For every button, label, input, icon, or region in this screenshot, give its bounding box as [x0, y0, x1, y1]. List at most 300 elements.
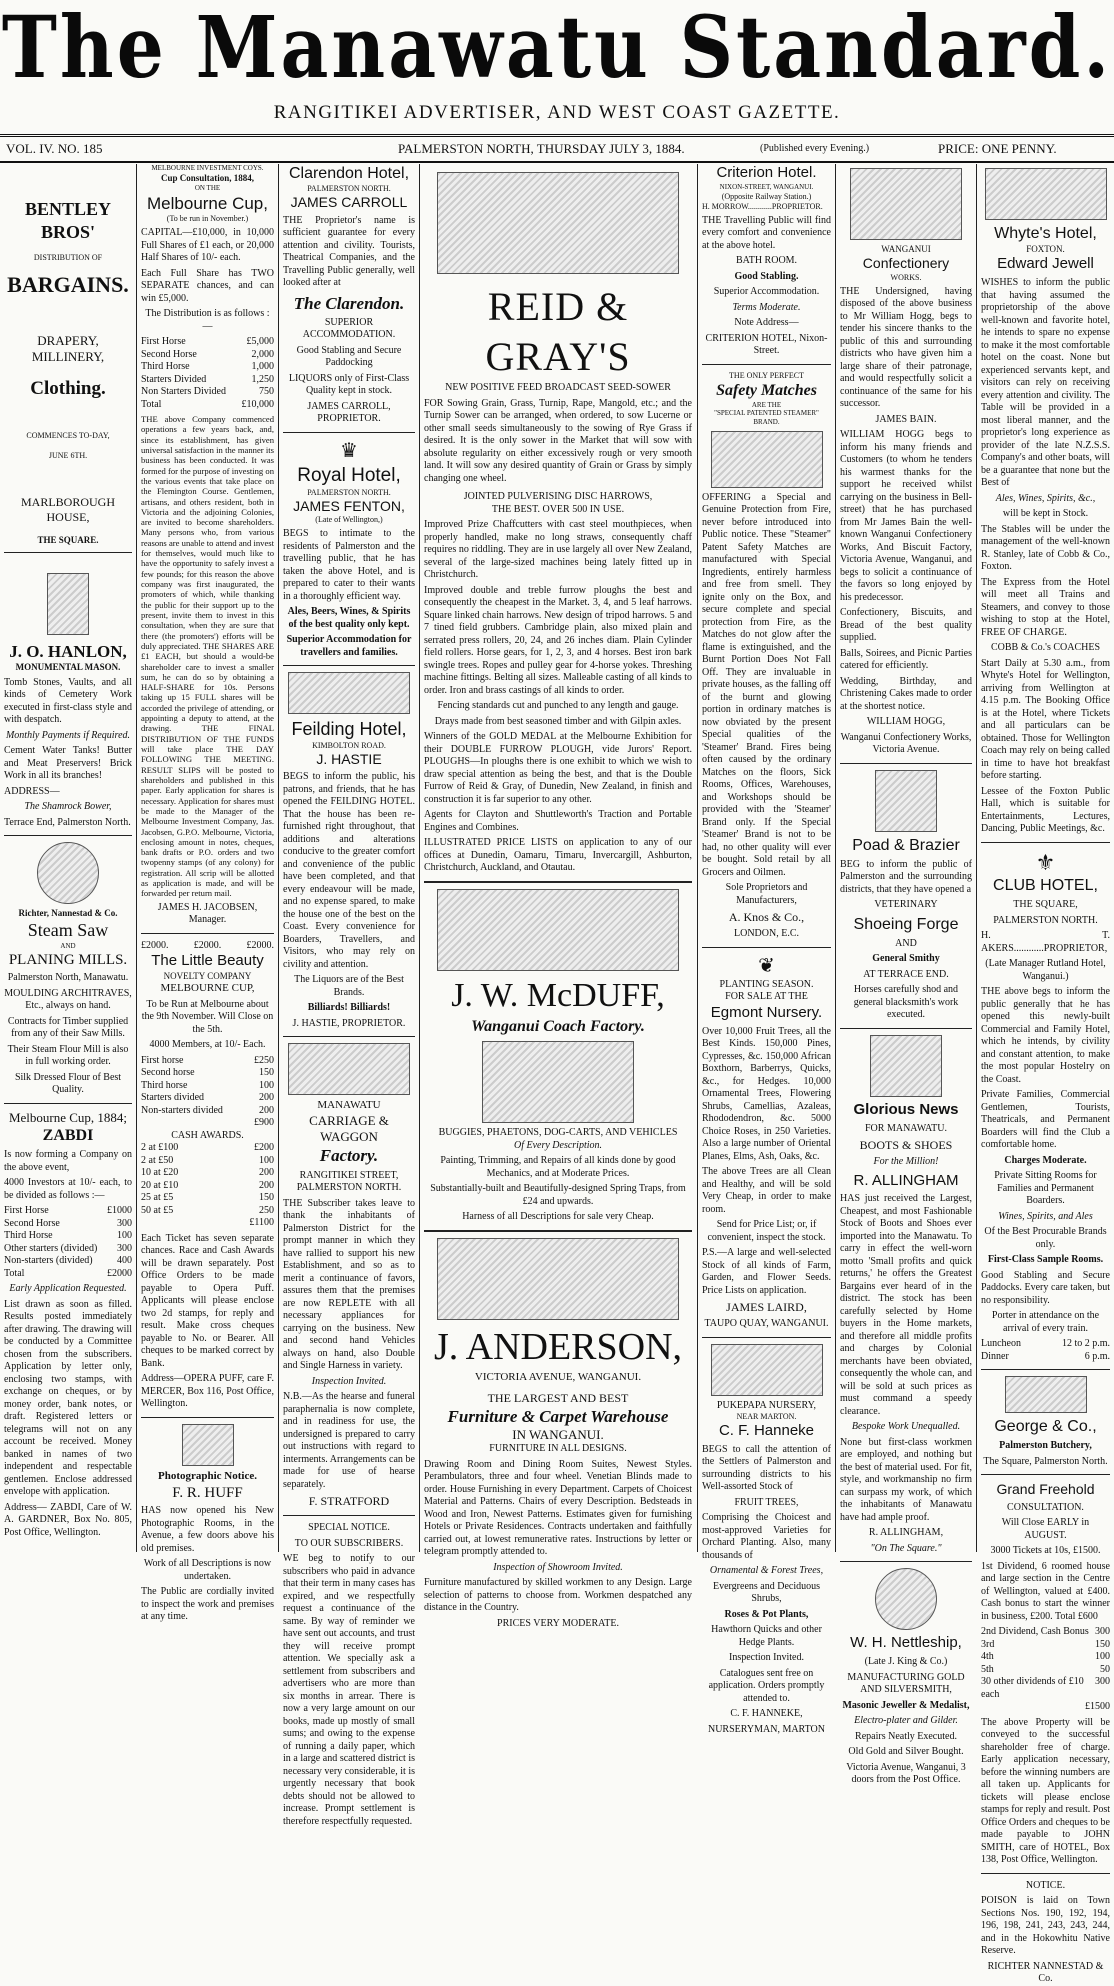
ad-text: WE beg to notify to our subscribers who paid in advance that their term in many cases has expired, and we respectfully request a continuance of the same. By way of reminder we have sent out accounts, and trust they will receive prompt attention. We specially ask a settlement from subscribers and advertisers who are more than six months in arrear. There is now a very large amount on our books, made up mostly of small sums; and owing to the expense of running a daily paper, which in a large and scattered district is necessary very considerable, it is urgently necessary that book debts should not be allowed to increase. Prompt settlement is therefore respectfully requested.: [283, 1553, 415, 1827]
prize-label: Second Horse: [141, 348, 197, 360]
ad-text: Contracts for Timber supplied from any of their Saw Mills.: [7, 1015, 129, 1040]
ad-text: MANAWATU: [317, 1099, 381, 1111]
publication-frequency: (Published every Evening.): [760, 143, 870, 154]
ad-text: Inspection Invited.: [311, 1375, 387, 1387]
ad-text: BUGGIES, PHAETONS, DOG-CARTS, AND VEHICLES: [438, 1127, 678, 1138]
ad-text: Inspection Invited.: [729, 1652, 804, 1664]
ad-shoeing-forge: Shoeing Forge: [853, 915, 959, 933]
ad-text: Start Daily at 5.30 a.m., from Whyte's Hotel for Wellington, arriving from Wellington at 4.15 p.m. The Booking Office is at the Hotel, where Tickets and all particulars can be obtained. Those for Wellington Coach may rely on being called in time to have hot breakfast before starting.: [981, 657, 1110, 781]
ad-text: MANUFACTURING GOLD AND SILVERSMITH,: [847, 1671, 965, 1695]
ad-text: MOULDING ARCHITRAVES, Etc., always on hand.: [4, 987, 132, 1012]
tombstone-icon: [47, 573, 89, 635]
ad-text: POISON is laid on Town Sections Nos. 190, 192, 194, 196, 198, 241, 243, 243, 244, and in the Hokowhitu Native Reserve.: [981, 1895, 1110, 1956]
ad-anderson: J. ANDERSON,: [433, 1325, 683, 1368]
ad-text: First-Class Sample Rooms.: [987, 1254, 1104, 1265]
horse-head-illustration: [875, 770, 937, 832]
ad-text: ON THE: [194, 184, 221, 192]
ad-text: will be kept in Stock.: [1002, 508, 1089, 519]
ad-text: Balls, Soirees, and Picnic Parties catered for efficiently.: [840, 647, 972, 672]
prize-label: First Horse: [4, 1205, 49, 1216]
ad-text: ADDRESS—: [4, 785, 60, 797]
ad-text: Roses & Pot Plants,: [724, 1608, 809, 1620]
ad-edward-jewell: Edward Jewell: [997, 255, 1094, 273]
ad-text: The Distribution is as follows :—: [145, 308, 270, 332]
ad-text: FOR MANAWATU.: [865, 1122, 947, 1134]
ad-confectionery: Confectionery: [862, 255, 950, 272]
column-6: [840, 164, 972, 1785]
prize-value: 200: [259, 1104, 274, 1116]
meal-times: [981, 1338, 1110, 1363]
ad-text: WANGANUI: [881, 244, 931, 254]
newspaper-title: The Manawatu Standard.: [1, 0, 1113, 98]
ad-text: Their Steam Flour Mill is also in full working order.: [7, 1043, 129, 1068]
ad-text: Superior Accommodation for travellers and families.: [286, 634, 412, 658]
ad-text: The above Trees are all Clean and Healthy, and will be sold Very Cheap, in order to make room.: [702, 1166, 831, 1215]
investment-prize-table: [141, 336, 274, 411]
ad-text: HAS just received the Largest, Cheapest, and most Fashionable Stock of Boots and Shoes ever imported into the Manawatu. To carry in effect the well-worn motto 'Small profits and quick returns,' he offers the Greatest Bargains ever heard of in the district. The stock has been carefully selected by Home buyers in the Home markets, and therefore all middle profits and charges by Colonial merchants have been obviated, consequently the whole can, and will be sold at such prices as must command a speedy clearance.: [840, 1193, 972, 1417]
prize-label: Starters divided: [141, 1092, 205, 1104]
nursery-illustration: [711, 1344, 823, 1396]
pocket-watch-illustration: [875, 1568, 937, 1630]
coach-illustration: [482, 1041, 634, 1123]
ad-text: Early Application Requested.: [9, 1283, 127, 1294]
ad-text: Ales, Beers, Wines, & Spirits of the best quality only kept.: [287, 606, 411, 630]
ad-text: Improved double and treble furrow ploughs the best and consequently the cheapest in the Market. 3, 4, and 5 leaf harrows. Square linked chain harrows. New design of tripod harrows. 5 and 7 tined field grubbers. Cambridge plain, also mixed plain and serrated press rollers, 20, 24, and 26 inches diam. Plain Cylinder field rollers. Horse gears, for 1, 2, 3, and 4 horses. Best iron bark swingle trees. Ropes and pulley gear for 4-horse yokes. Threshing machine fittings. Belting all sizes. Malleable casting of all kinds to order. Iron and brass castings of all kinds to order.: [424, 584, 692, 696]
prize-value: 100: [259, 1079, 274, 1091]
ad-royal-hotel: Royal Hotel,: [297, 464, 401, 486]
ad-text: PUKEPAPA NURSERY,: [716, 1399, 817, 1411]
ad-text: FOR Sowing Grain, Grass, Turnip, Rape, Mangold, etc.; and the Turnip Sower can be arranged, when ordered, to sow Lucerne or other small seeds simultaneously to the sowing of Rye Grass if desired. It is the only sower in the Market that will sow with absolute regularity on either excessively rough or very smooth land. It will sow any desired quantity of Grain or Grass by simply changing one wheel.: [424, 397, 692, 484]
ad-carriage-waggon: CARRIAGE & WAGGON: [309, 1112, 389, 1144]
prize-value: 250: [259, 1204, 274, 1216]
ad-text: Ornamental & Forest Trees,: [709, 1565, 824, 1577]
prize-value: 150: [259, 1192, 274, 1204]
ad-text: Painting, Trimming, and Repairs of all kinds done by good Mechanics, and at Moderate Prices.: [440, 1155, 676, 1179]
ad-text: BEGS to intimate to the residents of Palmerston and the travelling public, that he has taken the above Hotel, and is prepared to cater to their wants in a thoroughly efficient way.: [283, 528, 415, 602]
prize-value: 200: [259, 1092, 274, 1104]
ad-text: Silk Dressed Flour of Best Quality.: [14, 1071, 122, 1096]
stagecoach-illustration: [985, 168, 1107, 220]
ad-text: Hawthorn Quicks and other Hedge Plants.: [711, 1624, 822, 1648]
confectionery-illustration: [850, 168, 962, 240]
prize-label: Non Starters Divided: [141, 386, 226, 397]
ad-text: OFFERING a Special and Genuine Protection from Fire, never before introduced into Public notice. These "Steamer" Patent Safety Matches are manufactured with Special Ingredients, entirely harmless and free from smell. They ignite only on the Box, and secure complete and special protection from Fire, as the Matches do not glow after the flame is extinguished, and the Burnt Portion Does Not Fall Off. They are invaluable in private houses, as the falling off of the burnt and glowing portion in ordinary matches is now obviated by the present Special qualities of the 'Steamer' Brand. Fires being often caused by the ordinary Matches on the floors, Sick Rooms, Offices, Warehouses, and Workshops should be provided with the 'Steamer' Brand only. If the Special 'Steamer' Brand is not to be had, no other quality will ever be bought. Sold retail by all Grocers and Oilmen.: [702, 491, 831, 878]
ad-photographic-notice: Photographic Notice.: [158, 1469, 257, 1482]
ad-text: JUNE 6TH.: [48, 450, 88, 460]
ad-text: Wines, Spirits, and Ales: [998, 1210, 1093, 1222]
ad-text: Porter in attendance on the arrival of every train.: [991, 1310, 1100, 1334]
ad-grand-freehold: Grand Freehold: [996, 1481, 1095, 1497]
dateline: PALMERSTON NORTH, THURSDAY JULY 3, 1884.: [398, 141, 685, 156]
prize-label: Non-starters (divided): [4, 1255, 93, 1266]
furniture-illustration: [437, 1238, 679, 1320]
buggy-illustration: [437, 889, 679, 971]
ad-text: "SPECIAL PATENTED STEAMER" BRAND.: [714, 409, 819, 426]
ad-knos: A. Knos & Co.,: [728, 910, 805, 925]
prize-value: 200: [259, 1167, 274, 1179]
ad-hastie: J. HASTIE: [316, 750, 382, 767]
ad-text: Send for Price List; or, if convenient, inspect the stock.: [707, 1219, 826, 1243]
ad-text: RANGITIKEI STREET, PALMERSTON NORTH.: [296, 1169, 402, 1193]
ad-text: SUPERIOR ACCOMMODATION.: [302, 316, 396, 341]
ad-text: Victoria Avenue, Wanganui, 3 doors from the Post Office.: [846, 1761, 966, 1785]
ad-melbourne-cup: Melbourne Cup, 1884;: [8, 1109, 128, 1125]
ad-carroll: JAMES CARROLL: [290, 194, 408, 210]
prize-label: Third Horse: [141, 361, 190, 372]
ad-text: Palmerston North, Manawatu.: [7, 972, 129, 984]
ad-text: THE LARGEST AND BEST: [487, 1390, 629, 1405]
ad-bentley-title: BENTLEY BROS': [24, 199, 112, 242]
ad-text: List drawn as soon as filled. Results posted immediately after drawing. The drawing will be conducted by a Committee chosen from the subscribers. Application by letter only, enclosing two stamps, with exchange on cheques, or by money order, bank notes, or draft. Registered letters or telegrams will not on any account be received. Money banked in names of two independent and respectable gentlemen. Enclose addressed envelope with application.: [4, 1298, 132, 1497]
ad-text: BEGS to inform the public, his patrons, and friends, that he has opened the FEILDING HOTEL. That the house has been re-furnished right throughout, that additions and alterations conducive to the greater comfort and convenience of the public have been completed, and that every endeavour will be made, and no expense spared, to make the house one of the best on the Coast. Every convenience for Boarders, Travellers, and Visitors, who may rely on civility and attention.: [283, 771, 415, 970]
ad-text: THE SQUARE.: [37, 534, 99, 545]
meal-time: 12 to 2 p.m.: [1061, 1338, 1110, 1349]
ad-text: Over 10,000 Fruit Trees, all the Best Kinds. 150,000 Pines, Cypresses, &c. 150,000 African Boxthorn, Barberrys, Quicks, &c., for Hedges. 10,000 Ornamental Trees, Flowering Shrubs, Camellias, Azaleas, Rhododendron, &c. 5000 Choice Roses, in 250 Varieties. Also a large number of Oriental Planes, Elms, Ash, Oaks, &c.: [702, 1025, 831, 1162]
meal-label: Luncheon: [981, 1338, 1021, 1349]
prize-value: 2,000: [251, 348, 274, 360]
ad-text: THE Subscriber takes leave to thank the inhabitants of Palmerston District for the prompt manner in which they have rallied to support his new Establishment, and so as to merit a continuance of favors, assures them that the premises are now REPLETE with all necessary appliances for carrying on the business. New and second hand Vehicles always on hand, also Double and Single Harness in variety.: [283, 1197, 415, 1371]
subtitle: RANGITIKEI ADVERTISER, AND WEST COAST GAZETTE.: [273, 102, 841, 123]
ad-text: NOTICE.: [1025, 1879, 1066, 1891]
ad-text: 1st Dividend, 6 roomed house and large section in the Centre of Wellington, valued at £400. Cash bonus to start the winner in business, £200. Total £600: [981, 1560, 1110, 1622]
ad-text: THE above Company commenced operations a few years back, and, since its establishment, has given universal satisfaction in the manner its business has been conducted. It was formed for the purpose of investing on the various events that take place on the Flemington Course. Gentlemen, artisans, and others resident, both in Victoria and the adjoining Colonies, are invited to become shareholders. Many persons who, from various reasons are unable to attend and invest for themselves, would much like to have the opportunity to safely invest a few pounds; for this reason the above company was first inaugurated, the promoters of which, while thanking the public for their support up to the present, invite them to invest in this consultation, when they are sure that there (the promoters') efforts will be duly appreciated. THE SHARES ARE £1 EACH, but should a would-be shareholder care to invest a smaller sum, he can do so by obtaining a HALF-SHARE for 10s. Persons taking up 15 FULL shares will be accorded the privilege of attending, or appointing a deputy to attend, at the drawing. THE FINAL DISTRIBUTION OF THE FUNDS will take place THE DAY FOLLOWING THE MEETING. RESULT SLIPS will be posted to shareholders and published in this paper. Early application for shares is necessary. Application for shares must be made to the Manager of the Melbourne Investment Company, Jas. Jacobsen, G.P.O. Melbourne, Victoria, enclosing amount in notes, cheques, bank drafts or P.O. orders and two twopenny stamps (of any colony) for registration. All scrip will be allotted as application is made, and will be forwarded per return mail.: [141, 414, 274, 899]
ad-text: 4000 Members, at 10/- Each.: [149, 1039, 266, 1051]
column-5: [702, 164, 831, 1735]
ad-text: Drawing Room and Dining Room Suites, Newest Styles. Perambulators, three and four wheel. Venetian Blinds made to order. House Furnishing in every Department. Carpets of Choicest Material and Patterns. Chairs of every Description. Bedsteads in Wood and Iron, Newest Patterns. Estimates given for furnishing Hotels or Private Residences. Contracts undertaken and faithfully carried out, at lowest remunerative rates. Instructions by letter or telegram promptly attended to.: [424, 1458, 692, 1558]
prize-value: 100: [117, 1230, 132, 1241]
ad-text: The above Property will be conveyed to the successful shareholder free of charge. Early application necessary, before the winning numbers are all taken up. Applicants for tickets will please enclose stamps for reply and result. Post Office Orders and cheques to be made payable to JOHN SMITH, care of HOTEL, Box 138, Post Office, Wellington.: [981, 1716, 1110, 1865]
prize-value: £2000.: [141, 939, 169, 951]
ad-text: Note Address—: [734, 317, 799, 328]
steamer-ship-illustration: [711, 431, 823, 488]
ad-text: NEW POSITIVE FEED BROADCAST SEED-SOWER: [445, 382, 671, 393]
prize-value: £2000.: [193, 939, 222, 951]
prize-value: 1,000: [251, 361, 274, 372]
ad-text: JOINTED PULVERISING DISC HARROWS,: [463, 491, 653, 502]
ad-text: PALMERSTON NORTH.: [307, 487, 391, 497]
ad-text: P.S.—A large and well-selected Stock of all kinds of Farm, Garden, and Flower Seeds. Price Lists on application.: [702, 1247, 831, 1296]
ad-text: For the Million!: [873, 1156, 939, 1167]
seed-sower-illustration: [437, 172, 679, 274]
ad-text: Evergreens and Deciduous Shrubs,: [712, 1580, 820, 1605]
ad-text: (Late of Wellington,): [315, 515, 383, 524]
ad-text: Private Sitting Rooms for Families and Permanent Boarders.: [994, 1170, 1097, 1206]
ad-text: THE above begs to inform the public generally that he has opened this newly-built Commercial and Family Hotel, which he intends, by civility and constant attention, to make the most popular Hostelry on the Coast.: [981, 986, 1110, 1085]
ad-text: General Smithy: [872, 953, 940, 965]
ad-text: BEGS to call the attention of the Settlers of Palmerston and surrounding districts to his Well-assorted Stock of: [702, 1443, 831, 1493]
ad-text: JAMES H. JACOBSEN, Manager.: [157, 901, 258, 926]
column-7: [981, 164, 1110, 1984]
column-4: [424, 164, 692, 1629]
ad-text: SPECIAL NOTICE.: [308, 1522, 390, 1533]
prize-label: 3rd: [981, 1638, 995, 1650]
ad-text: Will Close EARLY in AUGUST.: [1001, 1517, 1090, 1541]
crest-icon: ⚜: [1035, 849, 1056, 875]
prize-value: 100: [1095, 1651, 1110, 1662]
prize-label: 30 other dividends of £10 each: [981, 1676, 1084, 1700]
ad-text: THE SQUARE,: [1013, 899, 1078, 910]
ad-text: R. ALLINGHAM,: [868, 1527, 944, 1539]
ad-text: KIMBOLTON ROAD.: [312, 740, 386, 750]
ad-text: JAMES CARROLL, PROPRIETOR.: [307, 400, 391, 425]
ad-text: AND: [895, 937, 917, 949]
ad-text: Good Stabling and Secure Paddocking: [296, 344, 402, 369]
ad-text: Sole Proprietors and Manufacturers,: [725, 882, 808, 906]
ad-text: The Public are cordially invited to inspect the work and premises at any time.: [141, 1586, 274, 1623]
ad-text: THE Travelling Public will find every comfort and convenience at the above hotel.: [702, 214, 831, 251]
ad-text: Agents for Clayton and Shuttleworth's Traction and Portable Engines and Combines.: [424, 809, 692, 833]
ad-text: ARE THE: [751, 400, 782, 409]
ad-text: AND: [60, 941, 76, 950]
ad-text: 3000 Tickets at 10s, £1500.: [990, 1545, 1101, 1556]
ad-text: CRITERION HOTEL, Nixon-Street.: [705, 332, 828, 356]
ad-text: VICTORIA AVENUE, WANGANUI.: [474, 1371, 642, 1383]
ad-text: MONUMENTAL MASON.: [15, 662, 121, 673]
prize-value: 200: [259, 1179, 274, 1191]
ad-text: COMMENCES TO-DAY,: [26, 430, 110, 440]
ad-melbourne-cup-title: Melbourne Cup,: [147, 193, 268, 213]
ad-text: ILLUSTRATED PRICE LISTS on application to any of our offices at Dunedin, Oamaru, Timaru, Invercargill, Ashburton, Christchurch, Auckland, and Otautau.: [424, 837, 692, 873]
ad-bargains: BARGAINS.: [7, 272, 129, 297]
saw-blade-icon: [37, 842, 99, 904]
prize-label: 2 at £100: [141, 1142, 179, 1154]
prize-value: £900: [254, 1117, 274, 1129]
prize-value: 750: [259, 386, 274, 397]
ad-marlborough: MARLBOROUGH HOUSE,: [20, 494, 115, 524]
ad-text: COBB & Co.'s COACHES: [990, 642, 1101, 653]
ad-text: THE BEST. OVER 500 IN USE.: [491, 503, 625, 515]
ad-text: FRUIT TREES,: [734, 1496, 799, 1508]
prize-label: First horse: [141, 1054, 184, 1066]
ad-text: (Opposite Railway Station.): [721, 191, 812, 201]
ad-text: MELBOURNE CUP,: [160, 982, 255, 995]
ad-factory: Factory.: [319, 1146, 379, 1166]
ad-text: Wedding, Birthday, and Christening Cakes made to order at the shortest notice.: [840, 675, 972, 712]
ad-text: CASH AWARDS.: [171, 1129, 244, 1141]
plant-icon: ❦: [758, 954, 775, 977]
ad-text: Each Full Share has TWO SEPARATE chances, and can win £5,000.: [141, 267, 274, 304]
ad-fenton: JAMES FENTON,: [293, 497, 405, 514]
ad-text: CAPITAL—£10,000, in 10,000 Full Shares of £1 each, or 20,000 Half Shares of 10/- each.: [141, 227, 274, 263]
ad-text: The Liquors are of the Best Brands.: [294, 974, 404, 998]
ad-text: NURSERYMAN, MARTON: [707, 1723, 825, 1735]
prize-value: £1100: [249, 1217, 274, 1229]
prize-label: 20 at £10: [141, 1179, 179, 1191]
prize-value: £5,000: [246, 336, 274, 347]
ad-text: LIQUORS only of First-Class Quality kept in stock.: [288, 372, 410, 397]
ad-text: Furniture manufactured by skilled workmen to any Design. Large selection of patterns to choose from. Workmen despatched any distance in the Country.: [424, 1577, 692, 1614]
ad-text: WORKS.: [890, 272, 922, 282]
boot-illustration: [870, 1035, 942, 1097]
cattle-illustration: [1005, 1376, 1087, 1413]
ad-text: Improved Prize Chaffcutters with cast steel mouthpieces, when properly handled, make no long straws, consequently chaff requires no riddling. They are in use largely all over New Zealand, several of the large-sized machines being lately fitted up in Christchurch.: [424, 519, 692, 580]
ad-text: PLANTING SEASON.: [719, 978, 814, 990]
ad-safety-matches: Safety Matches: [716, 381, 817, 399]
ad-text: AT TERRACE END.: [863, 968, 949, 980]
ad-text: Palmerston Butchery,: [999, 1440, 1092, 1451]
billiards-illustration: [288, 672, 410, 714]
prize-value: 300: [1095, 1676, 1110, 1687]
prize-value: 150: [259, 1067, 274, 1079]
ad-text: Ales, Wines, Spirits, &c.,: [995, 492, 1096, 504]
ad-text: Of the Best Procurable Brands only.: [984, 1226, 1107, 1250]
ad-nettleship: W. H. Nettleship,: [850, 1634, 962, 1652]
prize-label: Third Horse: [4, 1230, 53, 1241]
ad-text: Old Gold and Silver Bought.: [848, 1746, 964, 1757]
meal-time: 6 p.m.: [1084, 1350, 1110, 1362]
ad-text: NOVELTY COMPANY: [163, 970, 252, 981]
ad-mcduff: J. W. McDUFF,: [451, 976, 665, 1014]
price: PRICE: ONE PENNY.: [938, 141, 1057, 156]
prize-value: 150: [1095, 1638, 1110, 1650]
ad-text: PALMERSTON NORTH.: [307, 184, 391, 193]
prize-label: First Horse: [141, 336, 186, 347]
freehold-dividends: [981, 1626, 1110, 1714]
prize-label: Second Horse: [4, 1217, 60, 1229]
hearse-carriage-illustration: [288, 1043, 410, 1095]
masthead: [0, 0, 1114, 100]
ad-text: "On The Square.": [870, 1542, 942, 1554]
prize-label: 2 at £50: [141, 1154, 174, 1166]
ad-zabdi: ZABDI: [42, 1127, 94, 1144]
ad-text: Horses carefully shod and general blacksmith's work executed.: [853, 984, 959, 1021]
ad-text: WISHES to inform the public that having assumed the proprietorship of the above well-known and favorite hotel, he intends to spare no expense to make it the most comfortable hotel on the coast. None but experienced servants kept, and visitors can rely on receiving every attention and civility. The Table will be provided in a most liberal manner, and the proprietor's long experience as provider of the late N.Z.S.S. Company's and other boats, will be a guarantee that none but the Best of: [981, 277, 1110, 488]
prize-value: 50: [1100, 1663, 1110, 1675]
ad-text: RICHTER NANNESTAD & Co.: [987, 1960, 1104, 1984]
volume-number: VOL. IV. NO. 185: [6, 141, 103, 156]
ad-club-hotel: CLUB HOTEL,: [993, 877, 1098, 894]
ad-text: H. T. AKERS............PROPRIETOR,: [981, 930, 1110, 954]
ad-text: Confectionery, Biscuits, and Bread of the best quality supplied.: [840, 607, 972, 644]
ad-text: IN WANGANUI.: [512, 1427, 604, 1442]
ad-text: Each Ticket has seven separate chances. Race and Cash Awards will be drawn separately. Post Office Orders to be made payable to Opera Puff. Applicants will please enclose two 2d stamps, for reply and result. Make cross cheques payable to No. or Bearer. All cheques to be marked correct by Bank.: [141, 1232, 274, 1369]
prize-label: 4th: [981, 1651, 994, 1662]
ad-text: N.B.—As the hearse and funeral paraphernalia is now complete, and in readiness for use, the undersigned is prepared to carry out instructions with regard to interments. Arrangements can be made for use of hearse separately.: [283, 1391, 415, 1490]
prize-value: £1500: [1085, 1701, 1110, 1712]
ad-huff: F. R. HUFF: [172, 1484, 243, 1501]
prize-value: £1000: [107, 1205, 132, 1216]
ad-text: None but first-class workmen are employed, and nothing but the best of material used. For fit, style, and workmanship no firm can surpass my work, of which the inhabitants of Manawatu have had ample proof.: [840, 1436, 972, 1523]
ad-text: Is now forming a Company on the above event,: [4, 1149, 132, 1173]
triple-prize: [141, 940, 274, 953]
ad-text: PALMERSTON NORTH.: [993, 914, 1098, 926]
prize-value: 300: [117, 1242, 132, 1254]
prize-label: Starters Divided: [141, 373, 207, 385]
prize-label: Non-starters divided: [141, 1104, 223, 1116]
ad-text: Masonic Jeweller & Medalist,: [842, 1699, 970, 1711]
ad-criterion-hotel: Criterion Hotel.: [716, 164, 817, 181]
ad-text: NIXON-STREET, WANGANUI.: [719, 182, 814, 191]
prize-label: Total: [141, 398, 162, 410]
zabdi-prize-table: [4, 1205, 132, 1280]
ad-text: VETERINARY: [874, 899, 938, 911]
ad-text: J. HASTIE, PROPRIETOR.: [292, 1017, 406, 1029]
ad-text: MELBOURNE INVESTMENT COYS.: [151, 164, 264, 172]
ad-the-clarendon: The Clarendon.: [293, 293, 405, 313]
ad-text: TO OUR SUBSCRIBERS.: [294, 1537, 404, 1549]
ad-text: Of Every Description.: [513, 1139, 603, 1151]
prize-label: 10 at £20: [141, 1167, 179, 1179]
prize-value: £200: [254, 1142, 274, 1154]
ad-text: Charges Moderate.: [1004, 1154, 1087, 1166]
ad-text: Terrace End, Palmerston North.: [4, 816, 131, 828]
ad-text: WILLIAM HOGG,: [866, 716, 946, 728]
ad-text: C. F. HANNEKE,: [730, 1708, 803, 1720]
prize-label: Total: [4, 1267, 25, 1279]
prize-label: 25 at £5: [141, 1192, 174, 1204]
ad-glorious-news: Glorious News: [853, 1100, 959, 1118]
ad-text: Good Stabling and Secure Paddocks. Every care taken, but no responsibility.: [981, 1269, 1110, 1306]
prize-value: £2000.: [246, 939, 274, 951]
ad-text: CONSULTATION.: [1007, 1501, 1084, 1513]
ad-text: FURNITURE IN ALL DESIGNS.: [489, 1443, 627, 1455]
ad-stratford: F. STRATFORD: [308, 1494, 390, 1508]
ad-text: The Square, Palmerston North.: [983, 1455, 1108, 1467]
ad-text: Substantially-built and Beautifully-designed Spring Traps, from £24 and upwards.: [430, 1183, 686, 1207]
royal-crest-icon: ♛: [340, 439, 358, 462]
ad-text: The Shamrock Bower,: [24, 801, 112, 812]
ad-text: BATH ROOM.: [735, 255, 798, 266]
prize-value: 100: [259, 1154, 274, 1166]
ad-text: PRICES VERY MODERATE.: [497, 1617, 619, 1629]
prize-value: £10,000: [241, 398, 274, 410]
ad-text: THE ONLY PERFECT: [729, 370, 804, 380]
ad-text: LONDON, E.C.: [734, 928, 799, 940]
ad-drapery: DRAPERY, MILLINERY,: [31, 332, 105, 364]
ad-furniture-warehouse: Furniture & Carpet Warehouse: [447, 1406, 669, 1426]
ad-poad-brazier: Poad & Brazier: [852, 836, 960, 854]
prize-label: 5th: [981, 1663, 994, 1675]
prize-label: 2nd Dividend, Cash Bonus: [981, 1626, 1089, 1637]
ad-text: FOR SALE AT THE: [725, 991, 808, 1003]
prize-value: 1,250: [251, 373, 274, 385]
prize-label: Second horse: [141, 1067, 195, 1079]
ad-planing: PLANING MILLS.: [8, 951, 128, 968]
ad-george-co: George & Co.,: [994, 1418, 1097, 1435]
ad-text: Bespoke Work Unequalled.: [851, 1421, 961, 1433]
ad-text: Monthly Payments if Required.: [5, 729, 131, 741]
ad-text: Richter, Nannestad & Co.: [18, 908, 118, 918]
ad-text: JAMES BAIN.: [875, 413, 937, 425]
column-3: [283, 164, 415, 1827]
ad-text: Good Stabling.: [734, 270, 799, 282]
ad-text: Drays made from best seasoned timber and with Gilpin axles.: [434, 715, 682, 727]
ad-text: TAUPO QUAY, WANGANUI.: [704, 1318, 829, 1329]
prize-value: 300: [117, 1217, 132, 1229]
ad-text: Tomb Stones, Vaults, and all kinds of Cemetery Work executed in first-class style and with despatch.: [4, 676, 132, 725]
ad-whytes-hotel: Whyte's Hotel,: [994, 225, 1097, 242]
ad-text: H. MORROW............PROPRIETOR.: [702, 201, 823, 211]
prize-value: £2000: [107, 1267, 132, 1279]
ad-text: BEG to inform the public of Palmerston and the surrounding districts, that they have opened a: [840, 858, 972, 895]
ad-text: Private Families, Commercial Gentlemen, Tourists, Theatricals, and Permanent Boarders will find the Club a comfortable home.: [981, 1089, 1110, 1150]
ad-text: Fencing standards cut and punched to any length and gauge.: [437, 700, 679, 711]
ad-laird: JAMES LAIRD,: [726, 1300, 807, 1314]
ad-text: THE Proprietor's name is sufficient guarantee for every attention and civility. Tourists, Theatrical Companies, and the Travelling Public generally, well looked after at: [283, 214, 415, 288]
camera-icon: [182, 1424, 234, 1466]
prize-label: Other starters (divided): [4, 1242, 98, 1254]
prize-label: Third horse: [141, 1079, 188, 1091]
ad-text: HAS now opened his New Photographic Rooms, in the Avenue, a few doors above his old premises.: [141, 1505, 274, 1554]
ad-text: Comprising the Choicest and most-approved Varieties for Orchard Planting. Also, many thousands of: [702, 1512, 831, 1561]
ad-text: Wanganui Coach Factory.: [471, 1018, 645, 1035]
ad-egmont-nursery: Egmont Nursery.: [710, 1003, 823, 1021]
prize-value: 300: [1095, 1626, 1110, 1637]
ad-text: Inspection of Showroom Invited.: [493, 1561, 623, 1573]
ad-hanneke: C. F. Hanneke: [718, 1422, 815, 1439]
ad-text: 4000 Investors at 10/- each, to be divided as follows :—: [4, 1177, 132, 1201]
ad-text: (Late J. King & Co.): [864, 1656, 948, 1667]
